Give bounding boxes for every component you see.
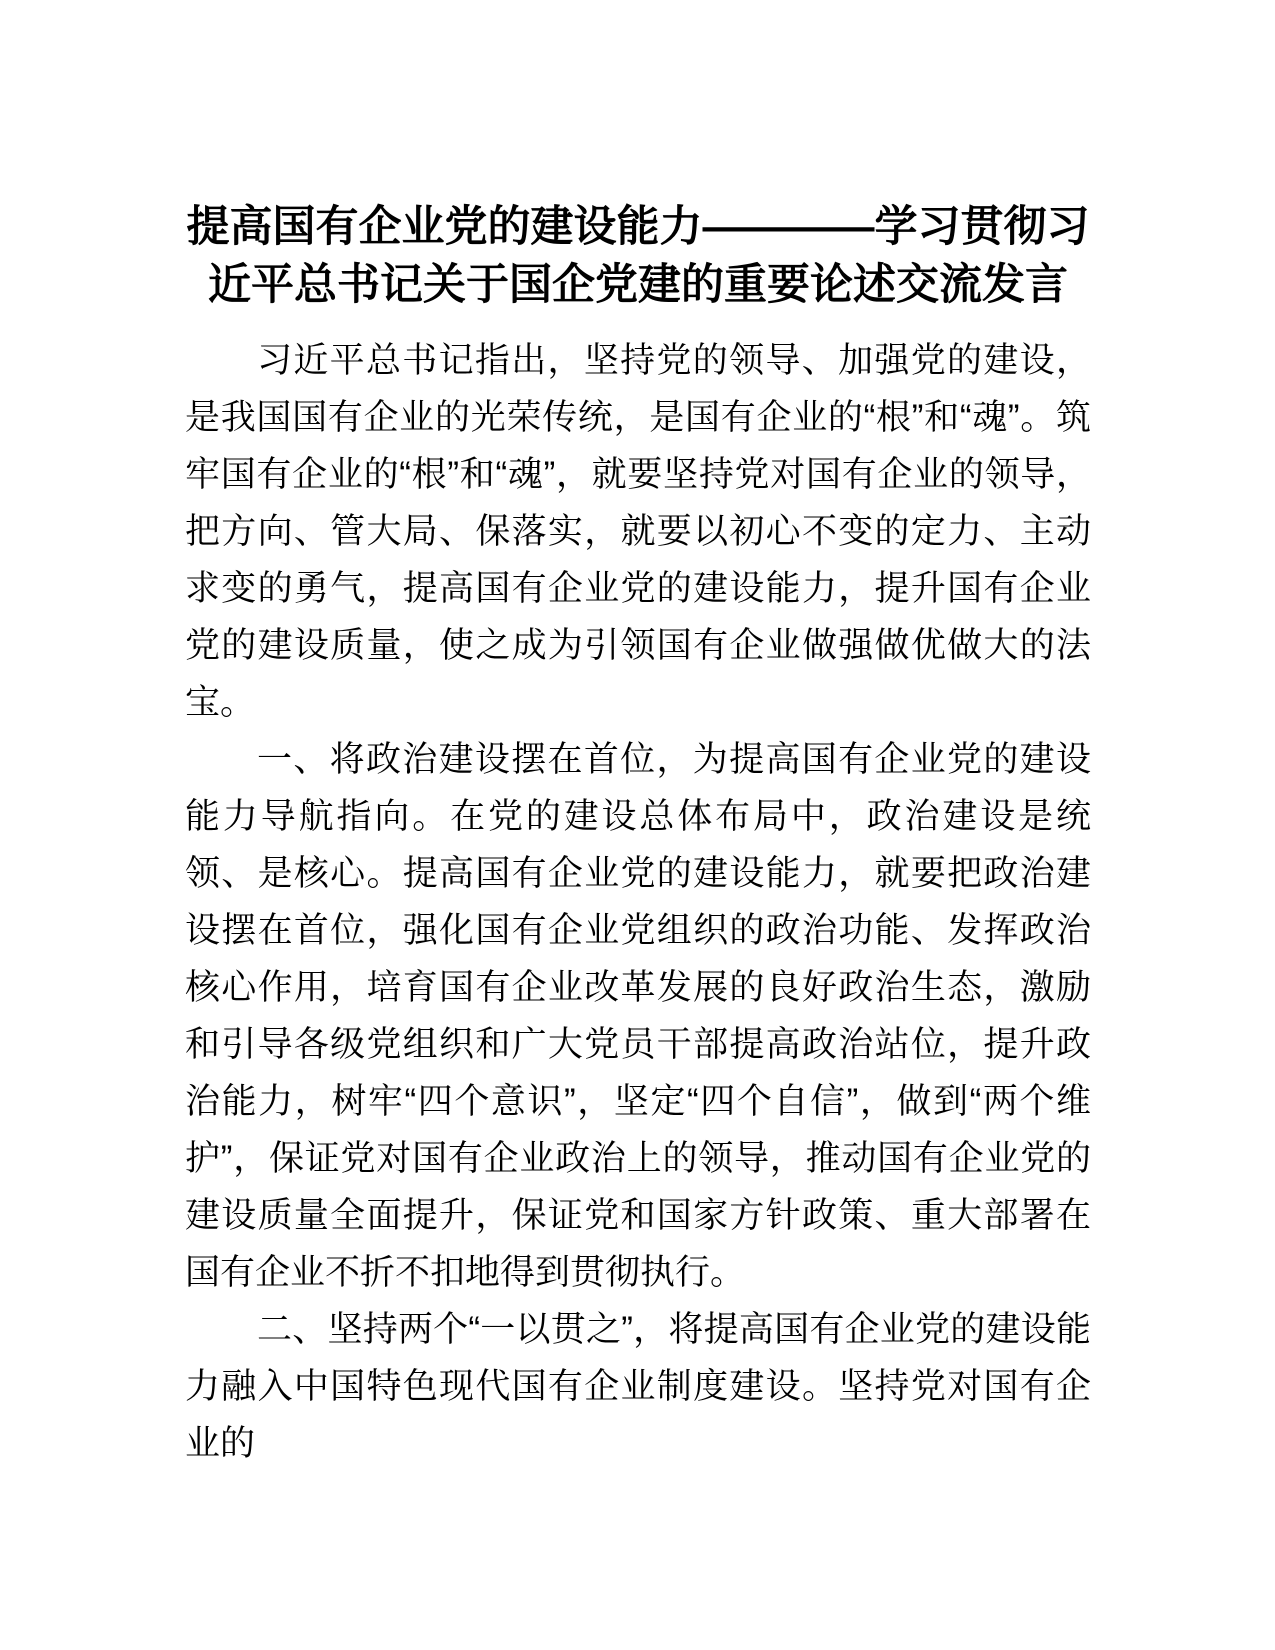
document-content [185, 0, 1091, 1472]
document-body [185, 332, 1091, 1472]
body-paragraph: 二、坚持两个“一以贯之”，将提高国有企业党的建设能力融入中国特色现代国有企业制度建设。坚持党对国有企业的 [185, 1310, 1091, 1463]
body-paragraph: 习近平总书记指出，坚持党的领导、加强党的建设，是我国国有企业的光荣传统，是国有企业的“根”和“魂”。筑牢国有企业的“根”和“魂”，就要坚持党对国有企业的领导，把方向、管大局、保落实，就要以初心不变的定力、主动求变的勇气，提高国有企业党的建设能力，提升国有企业党的建设质量，使之成为引领国有企业做强做优做大的法宝。 [185, 341, 1091, 722]
body-paragraph: 一、将政治建设摆在首位，为提高国有企业党的建设能力导航指向。在党的建设总体布局中，政治建设是统领、是核心。提高国有企业党的建设能力，就要把政治建设摆在首位，强化国有企业党组织的政治功能、发挥政治核心作用，培育国有企业改革发展的良好政治生态，激励和引导各级党组织和广大党员干部提高政治站位，提升政治能力，树牢“四个意识”，坚定“四个自信”，做到“两个维护”，保证党对国有企业政治上的领导，推动国有企业党的建设质量全面提升，保证党和国家方针政策、重大部署在国有企业不折不扣地得到贯彻执行。 [185, 740, 1091, 1292]
page-title: 提高国有企业党的建设能力————学习贯彻习近平总书记关于国企党建的重要论述交流发言 [186, 203, 1090, 309]
